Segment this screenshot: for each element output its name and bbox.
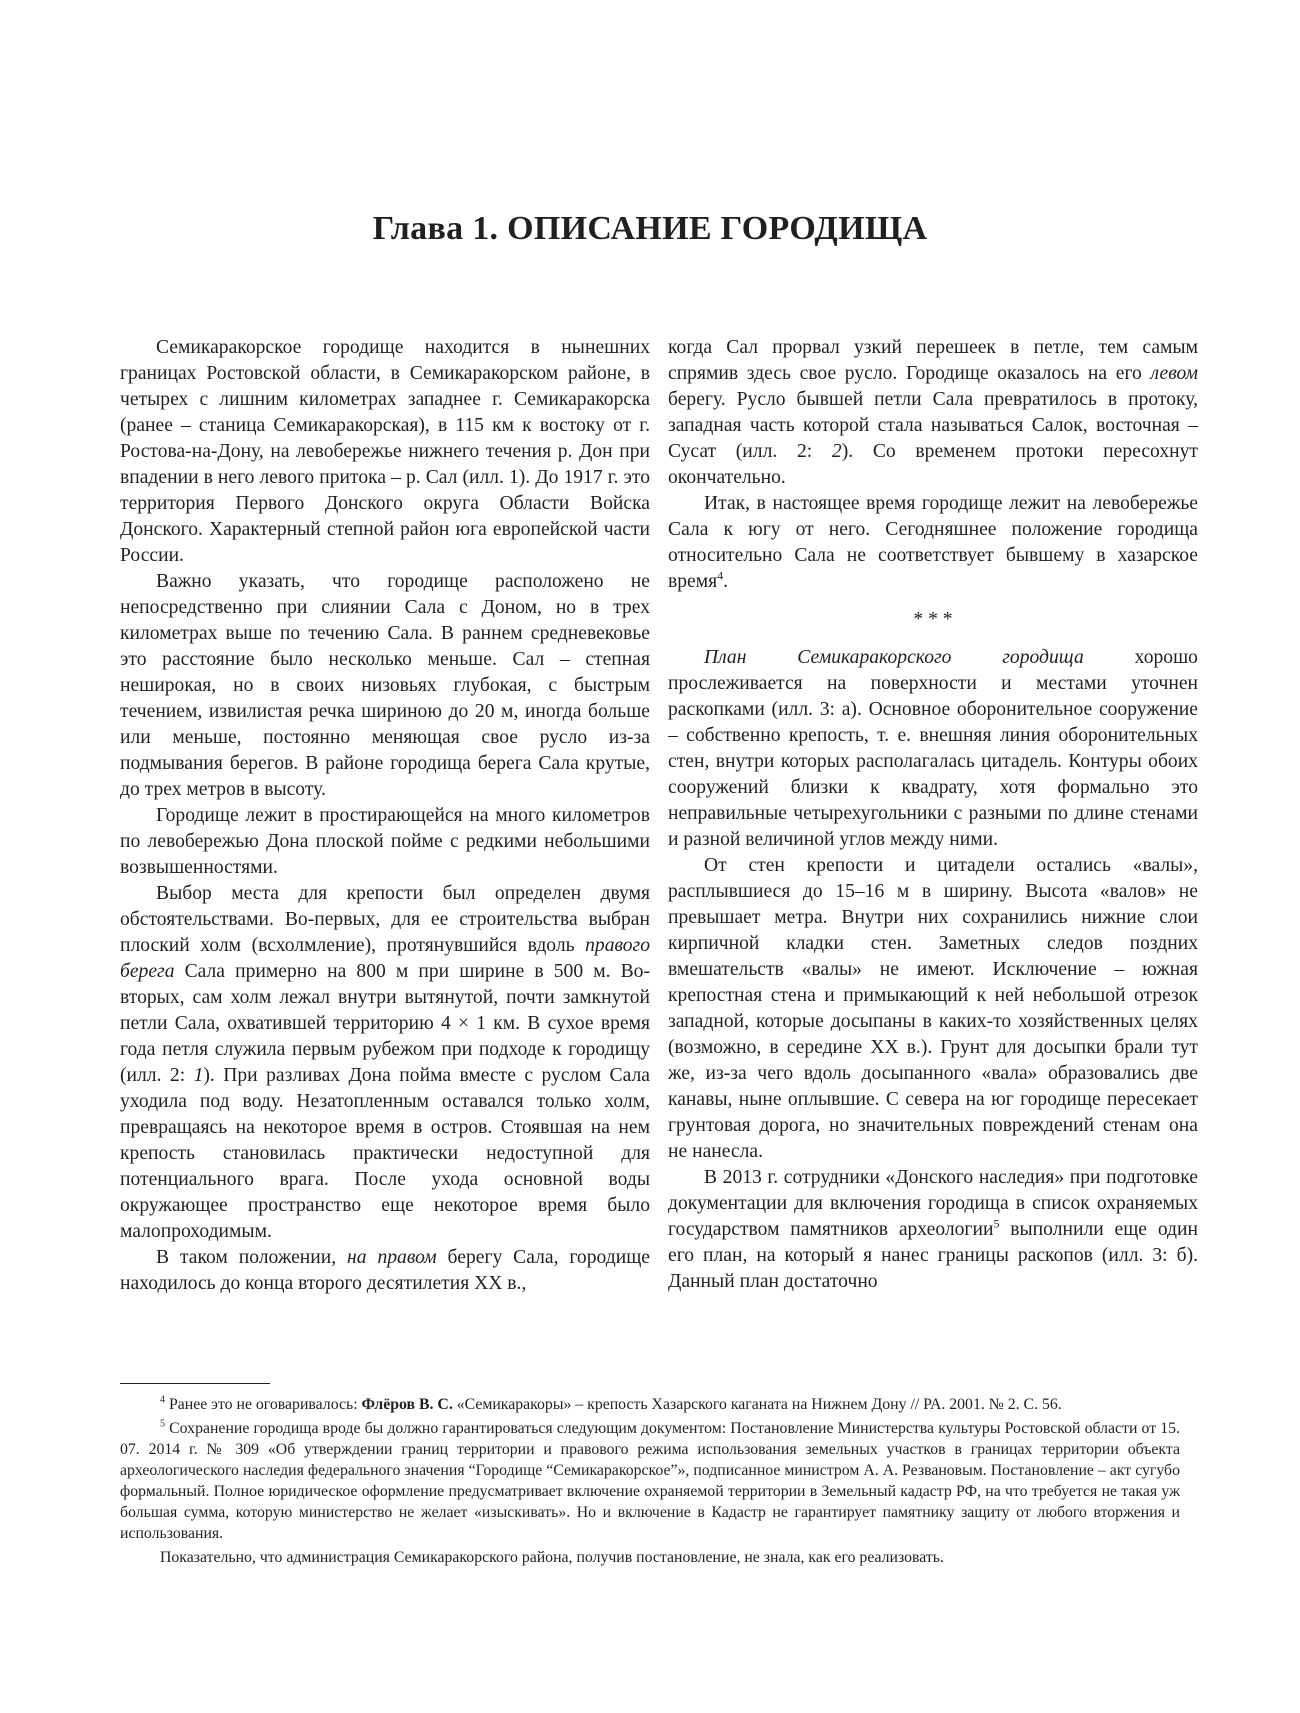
paragraph xyxy=(120,881,650,1245)
paragraph: От стен крепости и цитадели остались «валы», расплывшиеся до 15–16 м в ширину. Высота «валов» не превышает метра. Внутри них сохранились нижние слои кирпичной кладки стен. Заметных следов поздних вмешательств «валы» не имеют. Исключение – южная крепостная стена и примыкающий к ней небольшой отрезок западной, которые досыпаны в каких-то хозяйственных целях (возможно, в середине XX в.). Грунт для досыпки брали тут же, из-за чего вдоль досыпанного «вала» образовались две канавы, ныне оплывшие. С севера на юг городище пересекает грунтовая дорога, но значительных повреждений стенам она не нанесла. xyxy=(668,855,1198,1162)
paragraph-continued xyxy=(668,335,1198,491)
paragraph xyxy=(120,1245,650,1297)
author-name: Флёров В. С. xyxy=(361,1396,453,1413)
footnote-ref[interactable]: 4 xyxy=(717,568,724,583)
footnote-number: 5 xyxy=(160,1418,165,1430)
text-run: хорошо прослеживается на поверхности и местами уточнен раскопками (илл. 3: а). Основное оборонительное сооружение – собственно крепость, т. е. внешняя линия оборонительных стен, внутри которых располагалась цитадель. Контуры обоих сооружений близки к квадрату, хотя формально это неправильные четырехугольники с разными по длине стенами и разной величиной углов между ними. xyxy=(668,647,1198,850)
emphasis: левом xyxy=(1150,363,1198,384)
text-run: Итак, в настоящее время городище лежит на левобережье Сала к югу от него. Сегодняшнее положение городища относительно Сала не соответствует бывшему в хазарское время xyxy=(668,493,1198,592)
text-run: . xyxy=(723,571,729,592)
section-separator: * * * xyxy=(913,609,953,630)
footnote-number: 4 xyxy=(160,1394,165,1406)
paragraph xyxy=(668,491,1198,595)
left-column xyxy=(120,335,650,1297)
text-run: выполнили еще один его план, на который я нанес границы раскопов (илл. 3: б). Данный план достаточно xyxy=(668,1219,1198,1292)
chapter-title: Глава 1. ОПИСАНИЕ ГОРОДИЩА xyxy=(372,210,928,247)
footnote-rule xyxy=(120,1383,270,1384)
text-run: когда Сал прорвал узкий перешеек в петле, тем самым спрямив здесь свое русло. Городище оказалось на его xyxy=(668,337,1198,384)
footnote-5-continued: Показательно, что администрация Семикаракорского района, получив постановление, не знала, как его реализовать. xyxy=(160,1549,944,1566)
footnote-ref[interactable]: 5 xyxy=(993,1216,1000,1231)
text-run: ). Со временем протоки пересохнут окончательно. xyxy=(668,441,1198,488)
paragraph: Городище лежит в простирающейся на много километров по левобережью Дона плоской пойме с редкими небольшими возвышенностями. xyxy=(120,805,650,878)
text-run: ). При разливах Дона пойма вместе с руслом Сала уходила под воду. Незатопленным оставался только холм, превращаясь на некоторое время в остров. Стоявшая на нем крепость становилась практически недоступной для потенциального врага. После ухода основной воды окружающее пространство еще некоторое время было малопроходимым. xyxy=(120,1065,650,1242)
emphasis: правого берега xyxy=(120,935,650,982)
text-run: «Семикаракоры» – крепость Хазарского каганата на Нижнем Дону // РА. 2001. № 2. С. 56. xyxy=(452,1396,1062,1413)
text-run: Ранее это не оговаривалось: xyxy=(165,1396,362,1413)
emphasis: План Семикаракорского городища xyxy=(704,647,1084,668)
paragraph xyxy=(668,645,1198,853)
paragraph: Важно указать, что городище расположено не непосредственно при слиянии Сала с Доном, но в трех километрах выше по течению Сала. В раннем средневековье это расстояние было несколько меньше. Сал – степная неширокая, но в своих низовьях глубокая, с быстрым течением, извилистая речка шириною до 20 м, иногда больше или меньше, постоянно меняющая свое русло из-за подмывания берегов. В районе городища берега Сала крутые, до трех метров в высоту. xyxy=(120,571,650,800)
footnote-5 xyxy=(120,1418,1180,1544)
footnotes xyxy=(120,1383,1180,1571)
emphasis: 1 xyxy=(193,1065,204,1086)
right-column xyxy=(668,335,1198,1295)
paragraph: Семикаракорское городище находится в нынешних границах Ростовской области, в Семикаракорском районе, в четырех с лишним километрах западнее г. Семикаракорска (ранее – станица Семикаракорская), в 115 км к востоку от г. Ростова-на-Дону, на левобережье нижнего течения р. Дон при впадении в него левого притока – р. Сал (илл. 1). До 1917 г. это территория Первого Донского округа Области Войска Донского. Характерный степной район юга европейской части России. xyxy=(120,337,650,566)
emphasis: на правом xyxy=(347,1247,437,1268)
text-run: берегу Сала, городище находилось до конца второго десятилетия XX в., xyxy=(120,1247,650,1294)
text-run: Сала примерно на 800 м при ширине в 500 м. Во-вторых, сам холм лежал внутри вытянутой, почти замкнутой петли Сала, охватившей территорию 4 × 1 км. В сухое время года петля служила первым рубежом при подходе к городищу (илл. 2: xyxy=(120,961,650,1086)
text-run: Выбор места для крепости был определен двумя обстоятельствами. Во-первых, для ее строительства выбран плоский холм (всхолмление), протянувшийся вдоль xyxy=(120,883,650,956)
footnote-4 xyxy=(120,1394,1180,1415)
text-run: берегу. Русло бывшей петли Сала превратилось в протоку, западная часть которой стала называться Салок, восточная – Сусат (илл. 2: xyxy=(668,389,1198,462)
paragraph xyxy=(668,1165,1198,1295)
text-run: В таком положении, xyxy=(156,1247,348,1268)
emphasis: 2 xyxy=(831,441,842,462)
text-run: В 2013 г. сотрудники «Донского наследия» при подготовке документации для включения городища в список охраняемых государством памятников археологии xyxy=(668,1167,1198,1240)
text-run: Сохранение городища вроде бы должно гарантироваться следующим документом: Постановление Министерства культуры Ростовской области от 15. 07. 2014 г. № 309 «Об утверждении границ территории и правового режима использования земельных участков в границах территории объекта археологического наследия федерального значения “Городище “Семикаракорское”», подписанное министром А. А. Резвановым. Постановление – акт сугубо формальный. Полное юридическое оформление предусматривает включение охраняемой территории в Земельный кадастр РФ, на что требуется не такая уж большая сумма, которую министерство не желает «изыскивать». Но и включение в Кадастр не гарантирует памятнику защиту от любого вторжения и использования. xyxy=(120,1420,1180,1542)
